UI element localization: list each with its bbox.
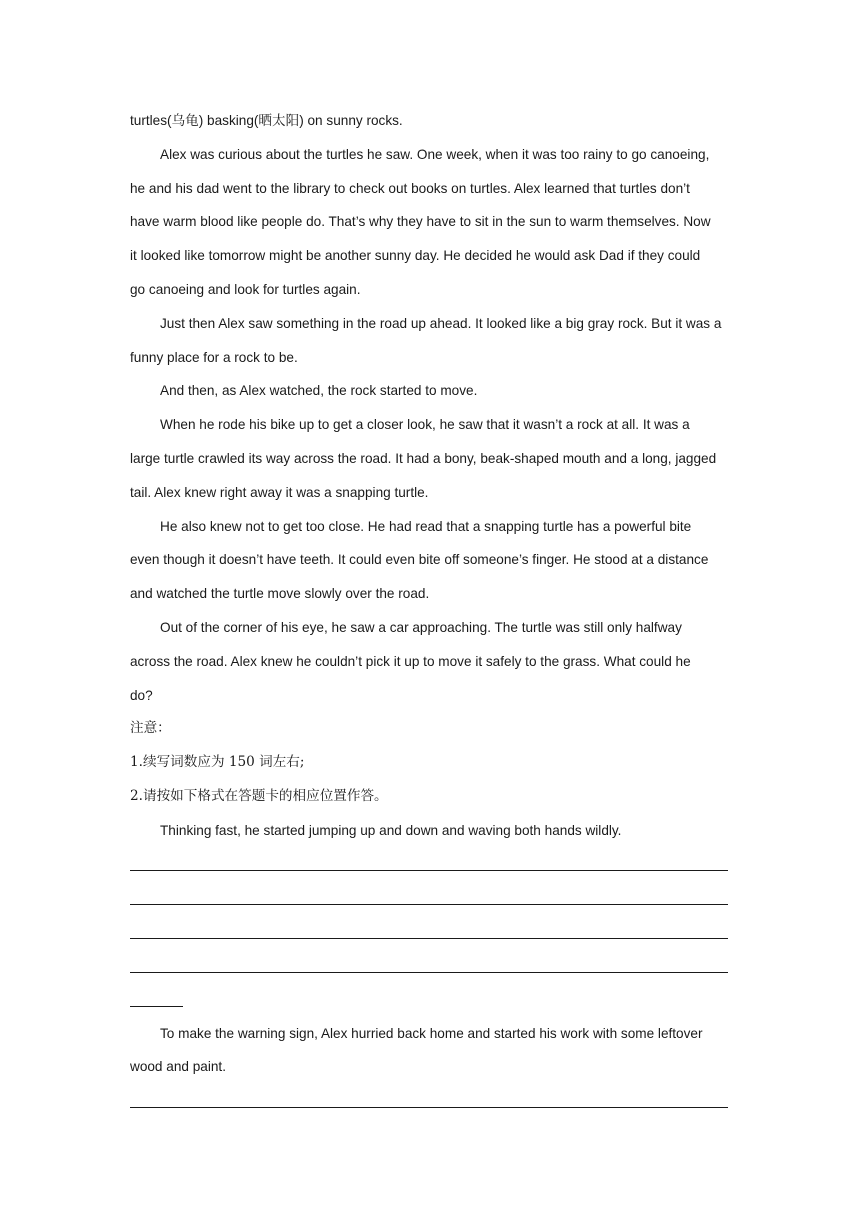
passage-line: Just then Alex saw something in the road up ahead. It looked like a big gray rock. But it was a xyxy=(160,315,722,331)
passage-line: have warm blood like people do. That’s why they have to sit in the sun to warm themselves. Now xyxy=(130,214,711,230)
passage xyxy=(130,104,728,712)
prompt-line: wood and paint. xyxy=(130,1059,226,1075)
passage-line: And then, as Alex watched, the rock started to move. xyxy=(160,383,478,399)
answer-area-1 xyxy=(130,848,728,1017)
notes-item: 2.请按如下格式在答题卡的相应位置作答。 xyxy=(130,787,388,804)
passage-line: go canoeing and look for turtles again. xyxy=(130,281,361,297)
passage-line: Out of the corner of his eye, he saw a car approaching. The turtle was still only halfway xyxy=(160,619,682,635)
answer-line-short xyxy=(130,983,728,1017)
answer-line xyxy=(130,915,728,949)
notes-item: 1.续写词数应为 150 词左右; xyxy=(130,754,305,771)
passage-line: and watched the turtle move slowly over the road. xyxy=(130,586,430,602)
passage-line: When he rode his bike up to get a closer look, he saw that it wasn’t a rock at all. It was a xyxy=(160,417,690,433)
notes-section xyxy=(130,712,728,813)
passage-line: he and his dad went to the library to check out books on turtles. Alex learned that turtles don’t xyxy=(130,180,690,196)
continuation-prompt-1: Thinking fast, he started jumping up and down and waving both hands wildly. xyxy=(160,822,622,838)
passage-line: it looked like tomorrow might be another sunny day. He decided he would ask Dad if they could xyxy=(130,248,701,264)
passage-line: even though it doesn’t have teeth. It could even bite off someone’s finger. He stood at a distance xyxy=(130,552,709,568)
passage-line: Alex was curious about the turtles he saw. One week, when it was too rainy to go canoeing, xyxy=(160,146,710,162)
answer-line xyxy=(130,1084,728,1118)
passage-line: across the road. Alex knew he couldn’t pick it up to move it safely to the grass. What could he xyxy=(130,653,691,669)
prompt-line: To make the warning sign, Alex hurried back home and started his work with some leftover xyxy=(160,1025,703,1041)
answer-line xyxy=(130,848,728,882)
notes-heading: 注意： xyxy=(130,720,171,737)
answer-line xyxy=(130,949,728,983)
passage-line: turtles(乌龟) basking(晒太阳) on sunny rocks. xyxy=(130,113,403,128)
continuation-prompt-2 xyxy=(130,1017,728,1085)
passage-line: large turtle crawled its way across the road. It had a bony, beak-shaped mouth and a long, jagged xyxy=(130,450,717,466)
passage-line: do? xyxy=(130,687,153,703)
document-page xyxy=(130,104,728,1118)
passage-line: tail. Alex knew right away it was a snapping turtle. xyxy=(130,484,429,500)
answer-area-2 xyxy=(130,1084,728,1118)
passage-line: funny place for a rock to be. xyxy=(130,349,298,365)
passage-line: He also knew not to get too close. He had read that a snapping turtle has a powerful bite xyxy=(160,518,692,534)
answer-line xyxy=(130,881,728,915)
